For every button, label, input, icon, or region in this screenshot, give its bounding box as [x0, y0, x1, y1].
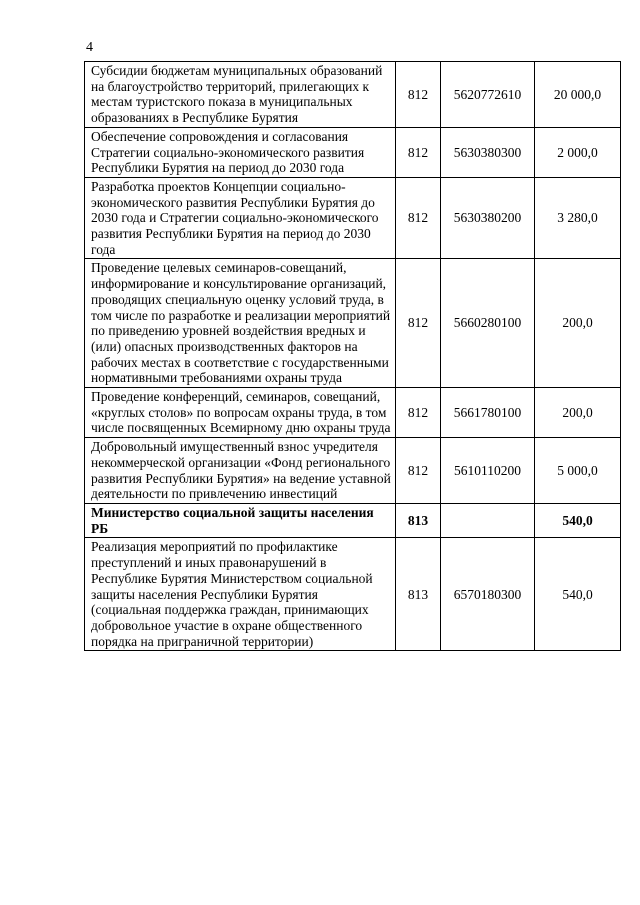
row-sum-cell: 2 000,0 — [535, 127, 621, 177]
table-row — [85, 538, 621, 651]
table-row — [85, 438, 621, 504]
row-code-cell: 812 — [396, 438, 441, 504]
table-row — [85, 259, 621, 388]
table-row — [85, 177, 621, 259]
table-row — [85, 388, 621, 438]
row-code-cell: 813 — [396, 503, 441, 537]
row-sum-cell: 540,0 — [535, 503, 621, 537]
row-name-cell: Обеспечение сопровождения и согласования Стратегии социально-экономического развития Республики Бурятия на период до 2030 года — [85, 127, 396, 177]
row-code-cell: 812 — [396, 62, 441, 128]
row-kcsr-cell: 5630380200 — [441, 177, 535, 259]
row-sum-cell: 200,0 — [535, 388, 621, 438]
row-sum-cell: 3 280,0 — [535, 177, 621, 259]
table-row — [85, 127, 621, 177]
row-sum-cell: 540,0 — [535, 538, 621, 651]
row-name-cell: Добровольный имущественный взнос учредителя некоммерческой организации «Фонд регионального развития Республики Бурятия» на ведение уставной деятельности по привлечению инвестиций — [85, 438, 396, 504]
row-name-cell: Министерство социальной защиты населения РБ — [85, 503, 396, 537]
row-name-cell: Проведение целевых семинаров-совещаний, информирование и консультирование организаций, проводящих специальную оценку условий труда, в том числе по разработке и реализации мероприятий по приведению уровней воздействия вредных и (или) опасных производственных факторов на рабочих местах в соответствие с государственными нормативными требованиями охраны труда — [85, 259, 396, 388]
row-code-cell: 813 — [396, 538, 441, 651]
budget-table — [84, 61, 621, 651]
row-code-cell: 812 — [396, 388, 441, 438]
row-sum-cell: 20 000,0 — [535, 62, 621, 128]
table-row — [85, 503, 621, 537]
row-kcsr-cell: 5620772610 — [441, 62, 535, 128]
row-kcsr-cell: 5661780100 — [441, 388, 535, 438]
row-code-cell: 812 — [396, 127, 441, 177]
row-name-cell: Субсидии бюджетам муниципальных образований на благоустройство территорий, прилегающих к местам туристского показа в муниципальных образованиях в Республике Бурятия — [85, 62, 396, 128]
table-row — [85, 62, 621, 128]
row-kcsr-cell: 5630380300 — [441, 127, 535, 177]
row-kcsr-cell: 5660280100 — [441, 259, 535, 388]
row-name-cell: Проведение конференций, семинаров, совещаний, «круглых столов» по вопросам охраны труда, в том числе посвященных Всемирному дню охраны труда — [85, 388, 396, 438]
budget-table-body — [85, 62, 621, 651]
row-sum-cell: 5 000,0 — [535, 438, 621, 504]
row-kcsr-cell — [441, 503, 535, 537]
row-code-cell: 812 — [396, 259, 441, 388]
row-name-cell: Разработка проектов Концепции социально-экономического развития Республики Бурятия до 2030 года и Стратегии социально-экономического развития Республики Бурятия на период до 2030 года — [85, 177, 396, 259]
page-number: 4 — [86, 40, 93, 55]
row-kcsr-cell: 6570180300 — [441, 538, 535, 651]
row-kcsr-cell: 5610110200 — [441, 438, 535, 504]
row-code-cell: 812 — [396, 177, 441, 259]
row-sum-cell: 200,0 — [535, 259, 621, 388]
row-name-cell: Реализация мероприятий по профилактике преступлений и иных правонарушений в Республике Бурятия Министерством социальной защиты населения Республики Бурятия (социальная поддержка граждан, принимающих добровольное участие в охране общественного порядка на приграничной территории) — [85, 538, 396, 651]
